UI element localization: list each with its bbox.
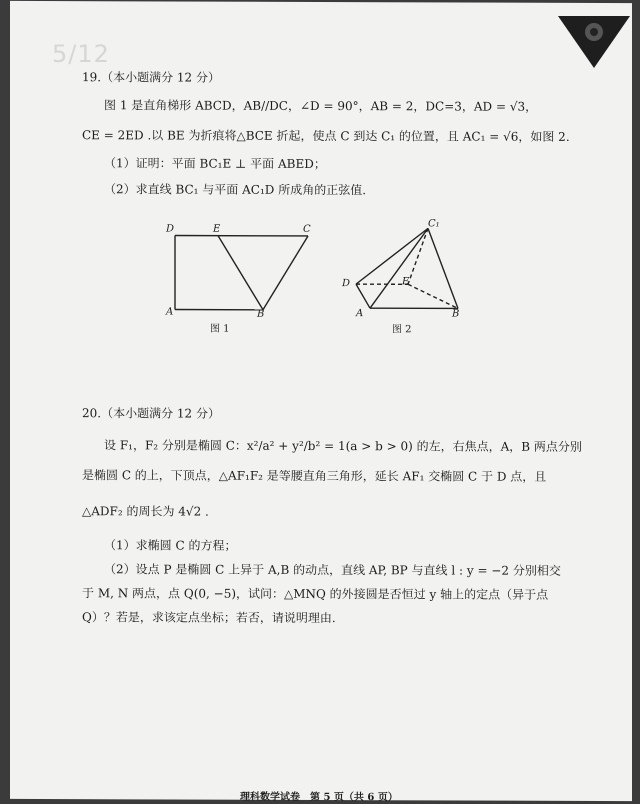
fig1-label-b: B <box>257 309 264 320</box>
q19-line2: CE = 2ED .以 BE 为折痕将△BCE 折起，使点 C 到达 C₁ 的位置，且 AC₁ = √6，如图 2. <box>82 127 570 145</box>
q19-line1: 图 1 是直角梯形 ABCD，AB//DC，∠D = 90°，AB = 2，DC=3，AD = √3， <box>104 97 537 115</box>
q20-header: 20.（本小题满分 12 分） <box>82 405 220 421</box>
fig2-caption: 图 2 <box>392 320 412 335</box>
q20-line2: 是椭圆 C 的上，下顶点，△AF₁F₂ 是等腰直角三角形，延长 AF₁ 交椭圆 C 于 D 点，且 <box>82 467 546 485</box>
exam-page <box>10 1 632 801</box>
fig1-label-d: D <box>166 223 174 234</box>
fig1-label-a: A <box>166 306 173 317</box>
fig2-label-e: E <box>402 276 409 287</box>
q19-part2: （2）求直线 BC₁ 与平面 AC₁D 所成角的正弦值. <box>104 181 366 198</box>
q20-line1: 设 F₁，F₂ 分别是椭圆 C：x²/a² + y²/b² = 1(a > b > 0) 的左，右焦点，A，B 两点分别 <box>104 437 582 455</box>
figure-2-folded <box>340 216 480 316</box>
q20-part1: （1）求椭圆 C 的方程； <box>104 537 236 553</box>
q20-part2-line3: Q）？若是，求该定点坐标；若否，请说明理由. <box>82 609 336 626</box>
q20-line3: △ADF₂ 的周长为 4√2 . <box>82 503 209 519</box>
fig1-caption: 图 1 <box>210 320 230 335</box>
fig2-label-b: B <box>452 308 459 319</box>
corner-logo-icon <box>558 16 630 68</box>
fig2-label-c1: C₁ <box>428 218 440 229</box>
fig1-label-e: E <box>213 224 220 235</box>
q19-header: 19.（本小题满分 12 分） <box>82 69 220 85</box>
fig2-label-d: D <box>342 278 350 289</box>
page-footer: 理科数学试卷 第 5 页（共 6 页） <box>240 788 398 804</box>
figure-1-trapezoid <box>160 225 330 320</box>
fig2-label-a: A <box>356 308 363 319</box>
fig1-label-c: C <box>303 224 311 235</box>
page-counter: 5/12 <box>52 40 110 68</box>
q20-part2-line2: 于 M, N 两点，点 Q(0, −5)，试问：△MNQ 的外接圆是否恒过 y 轴上的定点（异于点 <box>82 585 548 603</box>
q19-part1: （1）证明：平面 BC₁E ⊥ 平面 ABED； <box>104 155 326 172</box>
q20-part2-line1: （2）设点 P 是椭圆 C 上异于 A,B 的动点，直线 AP, BP 与直线 l : y = −2 分别相交 <box>104 561 561 579</box>
